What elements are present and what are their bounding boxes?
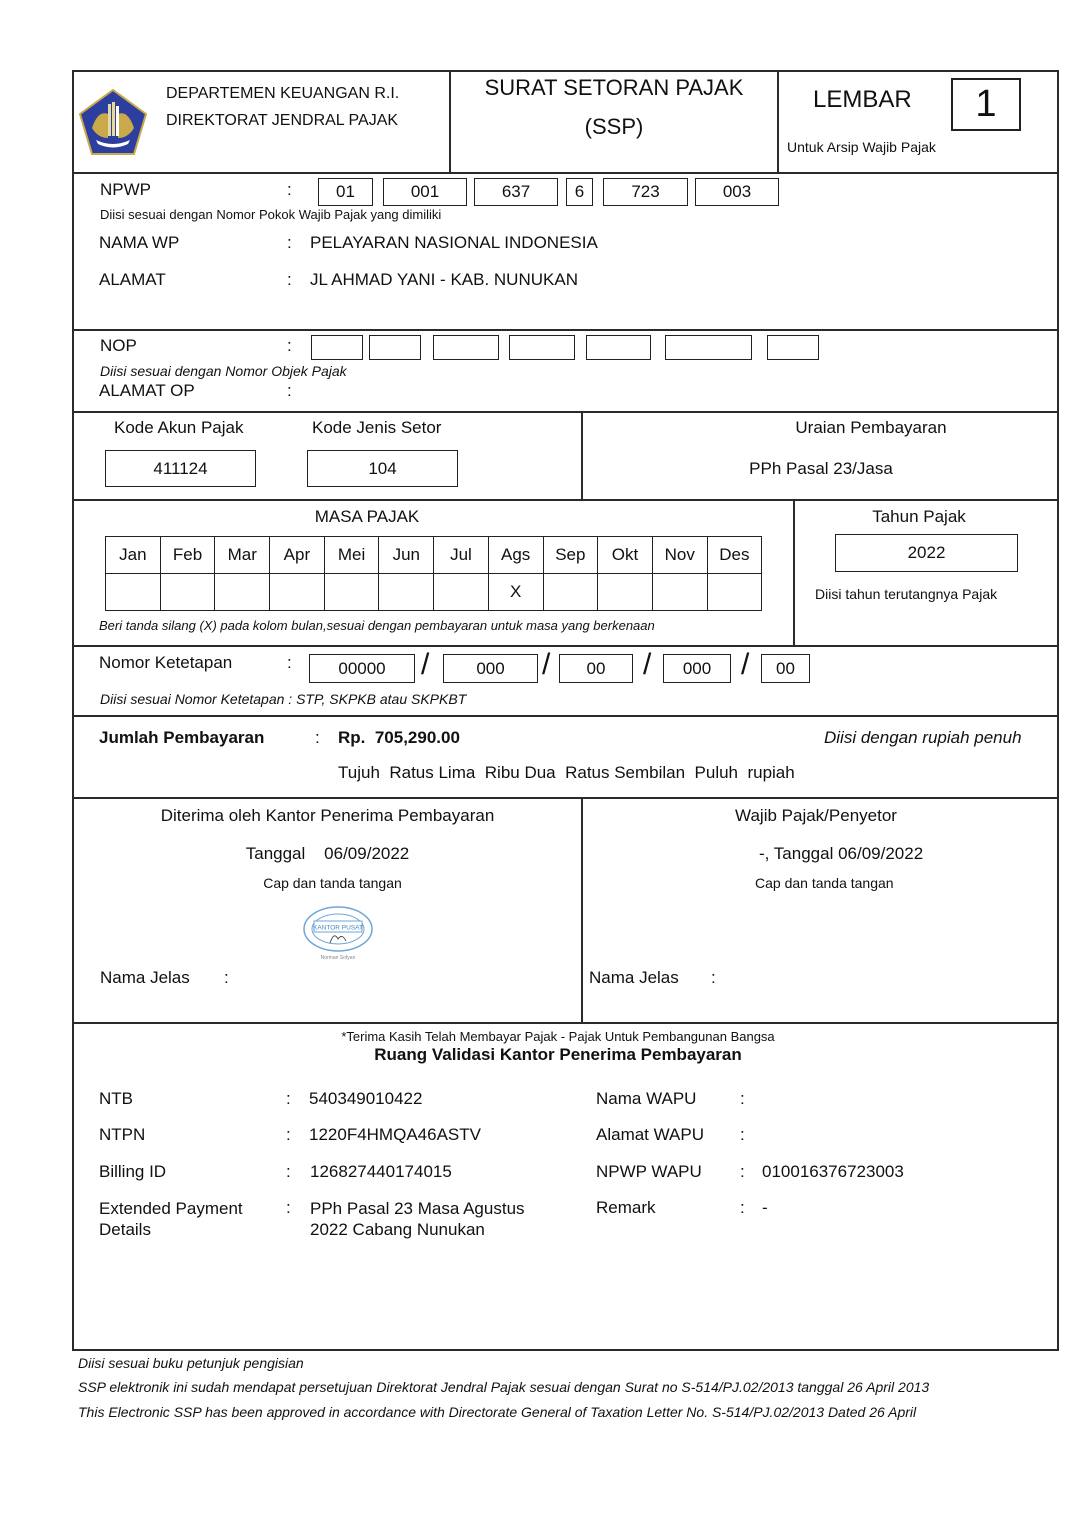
- npwp-part: 001: [410, 182, 440, 201]
- divider-taxpayer: [72, 329, 1059, 331]
- masa-pajak-title: MASA PAJAK: [314, 507, 420, 526]
- month-des: Des: [707, 537, 762, 574]
- mark-feb[interactable]: [160, 574, 215, 611]
- ntpn-colon: :: [286, 1125, 291, 1144]
- divider-signatures: [72, 1022, 1059, 1024]
- remark-colon: :: [740, 1198, 745, 1217]
- tahun-pajak-field[interactable]: [835, 534, 1018, 572]
- mark-mar[interactable]: [215, 574, 270, 611]
- remark-value: -: [762, 1198, 768, 1217]
- nop-field-2[interactable]: [369, 335, 421, 360]
- uraian-value: PPh Pasal 23/Jasa: [749, 459, 893, 478]
- divider-header-2: [777, 70, 779, 173]
- ketetapan-field-5[interactable]: [761, 654, 810, 683]
- mark-ags[interactable]: X: [488, 574, 543, 611]
- kode-jenis-label: Kode Jenis Setor: [312, 418, 442, 437]
- footer-approval-en: This Electronic SSP has been approved in accordance with Directorate General of Taxation Letter No. S-514/PJ.02/2013 Dated 26 April: [78, 1404, 917, 1420]
- penerima-cap: Cap dan tanda tangan: [263, 875, 402, 891]
- jumlah-colon: :: [315, 728, 320, 747]
- nop-field-4[interactable]: [509, 335, 575, 360]
- form-title-abbr: (SSP): [584, 114, 644, 139]
- extended-details-value: PPh Pasal 23 Masa Agustus 2022 Cabang Nunukan: [310, 1199, 525, 1239]
- month-ags: Ags: [488, 537, 543, 574]
- divider-signatures-v: [581, 797, 583, 1023]
- month-header-row: [106, 537, 762, 574]
- npwp-part: 6: [574, 182, 585, 201]
- billing-id-colon: :: [286, 1162, 291, 1181]
- extended-details-colon: :: [286, 1198, 291, 1217]
- kode-akun-label: Kode Akun Pajak: [114, 418, 244, 437]
- alamat-colon: :: [287, 270, 292, 289]
- alamat-op-colon: :: [287, 381, 292, 400]
- divider-masa: [72, 645, 1059, 647]
- ketetapan-separator: /: [421, 648, 430, 681]
- ketetapan-field-2[interactable]: [443, 654, 538, 683]
- lembar-number: 1: [975, 83, 997, 125]
- tahun-pajak-hint: Diisi tahun terutangnya Pajak: [815, 586, 998, 602]
- ketetapan-separator: /: [741, 648, 750, 681]
- ketetapan-separator: /: [643, 648, 652, 681]
- month-jun: Jun: [379, 537, 434, 574]
- npwp-part: 637: [501, 182, 531, 201]
- nop-field-3[interactable]: [433, 335, 499, 360]
- penyetor-nama-colon: :: [711, 968, 716, 987]
- penyetor-nama-label: Nama Jelas: [589, 968, 679, 987]
- ketetapan-colon: :: [287, 653, 292, 672]
- nama-wapu-label: Nama WAPU: [596, 1089, 697, 1108]
- divider-payment: [72, 797, 1059, 799]
- kode-jenis-value: 104: [368, 458, 397, 478]
- mark-apr[interactable]: [270, 574, 325, 611]
- mark-sep[interactable]: [543, 574, 598, 611]
- month-grid: [105, 536, 762, 611]
- ketetapan-part: 00: [776, 658, 795, 678]
- kode-akun-field[interactable]: [105, 450, 256, 487]
- mark-jan[interactable]: [106, 574, 161, 611]
- npwp-part: 01: [336, 182, 355, 201]
- ntpn-value: 1220F4HMQA46ASTV: [309, 1125, 481, 1144]
- month-sep: Sep: [543, 537, 598, 574]
- lembar-number-box: [951, 78, 1021, 131]
- npwp-field-6[interactable]: [695, 178, 779, 206]
- ketetapan-part: 000: [682, 658, 712, 678]
- mark-des[interactable]: [707, 574, 762, 611]
- penyetor-title: Wajib Pajak/Penyetor: [735, 806, 897, 825]
- penerima-nama-label: Nama Jelas: [100, 968, 190, 987]
- mark-jul[interactable]: [434, 574, 489, 611]
- nama-wp-value: PELAYARAN NASIONAL INDONESIA: [310, 233, 598, 252]
- masa-hint: Beri tanda silang (X) pada kolom bulan,sesuai dengan pembayaran untuk masa yang berkenaan: [99, 618, 655, 633]
- form-frame: [72, 70, 1059, 1351]
- month-apr: Apr: [270, 537, 325, 574]
- npwp-wapu-label: NPWP WAPU: [596, 1162, 702, 1181]
- npwp-part: 723: [631, 182, 660, 201]
- npwp-colon: :: [287, 180, 292, 199]
- ntpn-label: NTPN: [99, 1125, 146, 1144]
- alamat-label: ALAMAT: [99, 270, 166, 289]
- alamat-wapu-colon: :: [740, 1125, 745, 1144]
- nop-hint: Diisi sesuai dengan Nomor Objek Pajak: [100, 363, 347, 379]
- npwp-field-2[interactable]: [383, 178, 467, 206]
- extended-details-label: Extended Payment Details: [99, 1199, 243, 1239]
- kode-jenis-field[interactable]: [307, 450, 458, 487]
- validation-title: Ruang Validasi Kantor Penerima Pembayaran: [374, 1045, 742, 1064]
- month-mar: Mar: [215, 537, 270, 574]
- month-feb: Feb: [160, 537, 215, 574]
- month-mei: Mei: [324, 537, 379, 574]
- penyetor-cap: Cap dan tanda tangan: [755, 875, 894, 891]
- penerima-date: Tanggal 06/09/2022: [245, 844, 410, 863]
- alamat-wapu-label: Alamat WAPU: [596, 1125, 705, 1144]
- divider-ketetapan: [72, 715, 1059, 717]
- billing-id-value: 126827440174015: [310, 1162, 452, 1181]
- thanks-note: *Terima Kasih Telah Membayar Pajak - Pajak Untuk Pembangunan Bangsa: [341, 1029, 775, 1044]
- ketetapan-hint: Diisi sesuai Nomor Ketetapan : STP, SKPKB atau SKPKBT: [100, 691, 467, 707]
- nama-wapu-colon: :: [740, 1089, 745, 1108]
- npwp-hint: Diisi sesuai dengan Nomor Pokok Wajib Pajak yang dimiliki: [100, 207, 442, 222]
- ketetapan-field-4[interactable]: [663, 654, 731, 683]
- form-title: SURAT SETORAN PAJAK: [484, 75, 744, 100]
- month-mark-row: [106, 574, 762, 611]
- penerima-nama-colon: :: [224, 968, 229, 987]
- stamp-text: KANTOR PUSAT: [313, 924, 363, 932]
- npwp-wapu-colon: :: [740, 1162, 745, 1181]
- ketetapan-field-1[interactable]: [309, 654, 415, 683]
- kemenkeu-logo-icon: [78, 88, 148, 158]
- directorate-name: DIREKTORAT JENDRAL PAJAK: [166, 112, 399, 129]
- footer-hint: Diisi sesuai buku petunjuk pengisian: [78, 1355, 304, 1371]
- ntb-label: NTB: [99, 1089, 133, 1108]
- divider-codes: [72, 499, 1059, 501]
- ketetapan-label: Nomor Ketetapan: [99, 653, 233, 672]
- tahun-pajak-value: 2022: [907, 543, 946, 562]
- uraian-label: Uraian Pembayaran: [795, 418, 947, 437]
- npwp-field-5[interactable]: [603, 178, 688, 206]
- nop-field-1[interactable]: [311, 335, 363, 360]
- npwp-label: NPWP: [100, 180, 151, 199]
- nop-colon: :: [287, 336, 292, 355]
- ntb-value: 540349010422: [309, 1089, 423, 1108]
- ketetapan-part: 00: [586, 658, 606, 678]
- npwp-wapu-value: 010016376723003: [762, 1162, 904, 1181]
- month-okt: Okt: [598, 537, 653, 574]
- stamp-icon: [302, 903, 374, 965]
- npwp-part: 003: [722, 182, 752, 201]
- lembar-note: Untuk Arsip Wajib Pajak: [787, 139, 936, 155]
- jumlah-amount: Rp. 705,290.00: [338, 728, 460, 747]
- ketetapan-part: 00000: [338, 658, 386, 678]
- alamat-op-label: ALAMAT OP: [99, 381, 195, 400]
- ketetapan-part: 000: [476, 658, 505, 678]
- mark-mei[interactable]: [324, 574, 379, 611]
- divider-object: [72, 411, 1059, 413]
- remark-label: Remark: [596, 1198, 656, 1217]
- ketetapan-separator: /: [542, 648, 551, 681]
- npwp-field-1[interactable]: [318, 178, 373, 206]
- month-nov: Nov: [652, 537, 707, 574]
- mark-nov[interactable]: [652, 574, 707, 611]
- mark-jun[interactable]: [379, 574, 434, 611]
- nama-wp-colon: :: [287, 233, 292, 252]
- jumlah-hint: Diisi dengan rupiah penuh: [824, 728, 1022, 747]
- department-name: DEPARTEMEN KEUANGAN R.I.: [166, 85, 400, 102]
- stamp-name: Norman Sofyan: [320, 955, 356, 961]
- nop-label: NOP: [100, 336, 137, 355]
- ntb-colon: :: [286, 1089, 291, 1108]
- penyetor-date: -, Tanggal 06/09/2022: [759, 844, 924, 863]
- mark-okt[interactable]: [598, 574, 653, 611]
- divider-header: [72, 172, 1059, 174]
- terbilang: Tujuh Ratus Lima Ribu Dua Ratus Sembilan Puluh rupiah: [338, 763, 795, 782]
- penerima-title: Diterima oleh Kantor Penerima Pembayaran: [160, 806, 495, 825]
- nama-wp-label: NAMA WP: [99, 233, 180, 252]
- nop-field-5[interactable]: [586, 335, 651, 360]
- month-jan: Jan: [106, 537, 161, 574]
- nop-field-6[interactable]: [665, 335, 752, 360]
- month-jul: Jul: [434, 537, 489, 574]
- alamat-value: JL AHMAD YANI - KAB. NUNUKAN: [310, 270, 578, 289]
- lembar-label: LEMBAR: [813, 86, 912, 113]
- npwp-field-3[interactable]: [474, 178, 558, 206]
- billing-id-label: Billing ID: [99, 1162, 167, 1181]
- jumlah-label: Jumlah Pembayaran: [99, 728, 265, 747]
- npwp-field-4[interactable]: [566, 178, 593, 206]
- footer-approval-id: SSP elektronik ini sudah mendapat persetujuan Direktorat Jendral Pajak sesuai dengan Surat no S-514/PJ.02/2013 tanggal 26 April 2013: [78, 1379, 930, 1395]
- kode-akun-value: 411124: [153, 458, 208, 478]
- ketetapan-field-3[interactable]: [559, 654, 633, 683]
- nop-field-7[interactable]: [767, 335, 819, 360]
- tahun-pajak-label: Tahun Pajak: [872, 507, 966, 526]
